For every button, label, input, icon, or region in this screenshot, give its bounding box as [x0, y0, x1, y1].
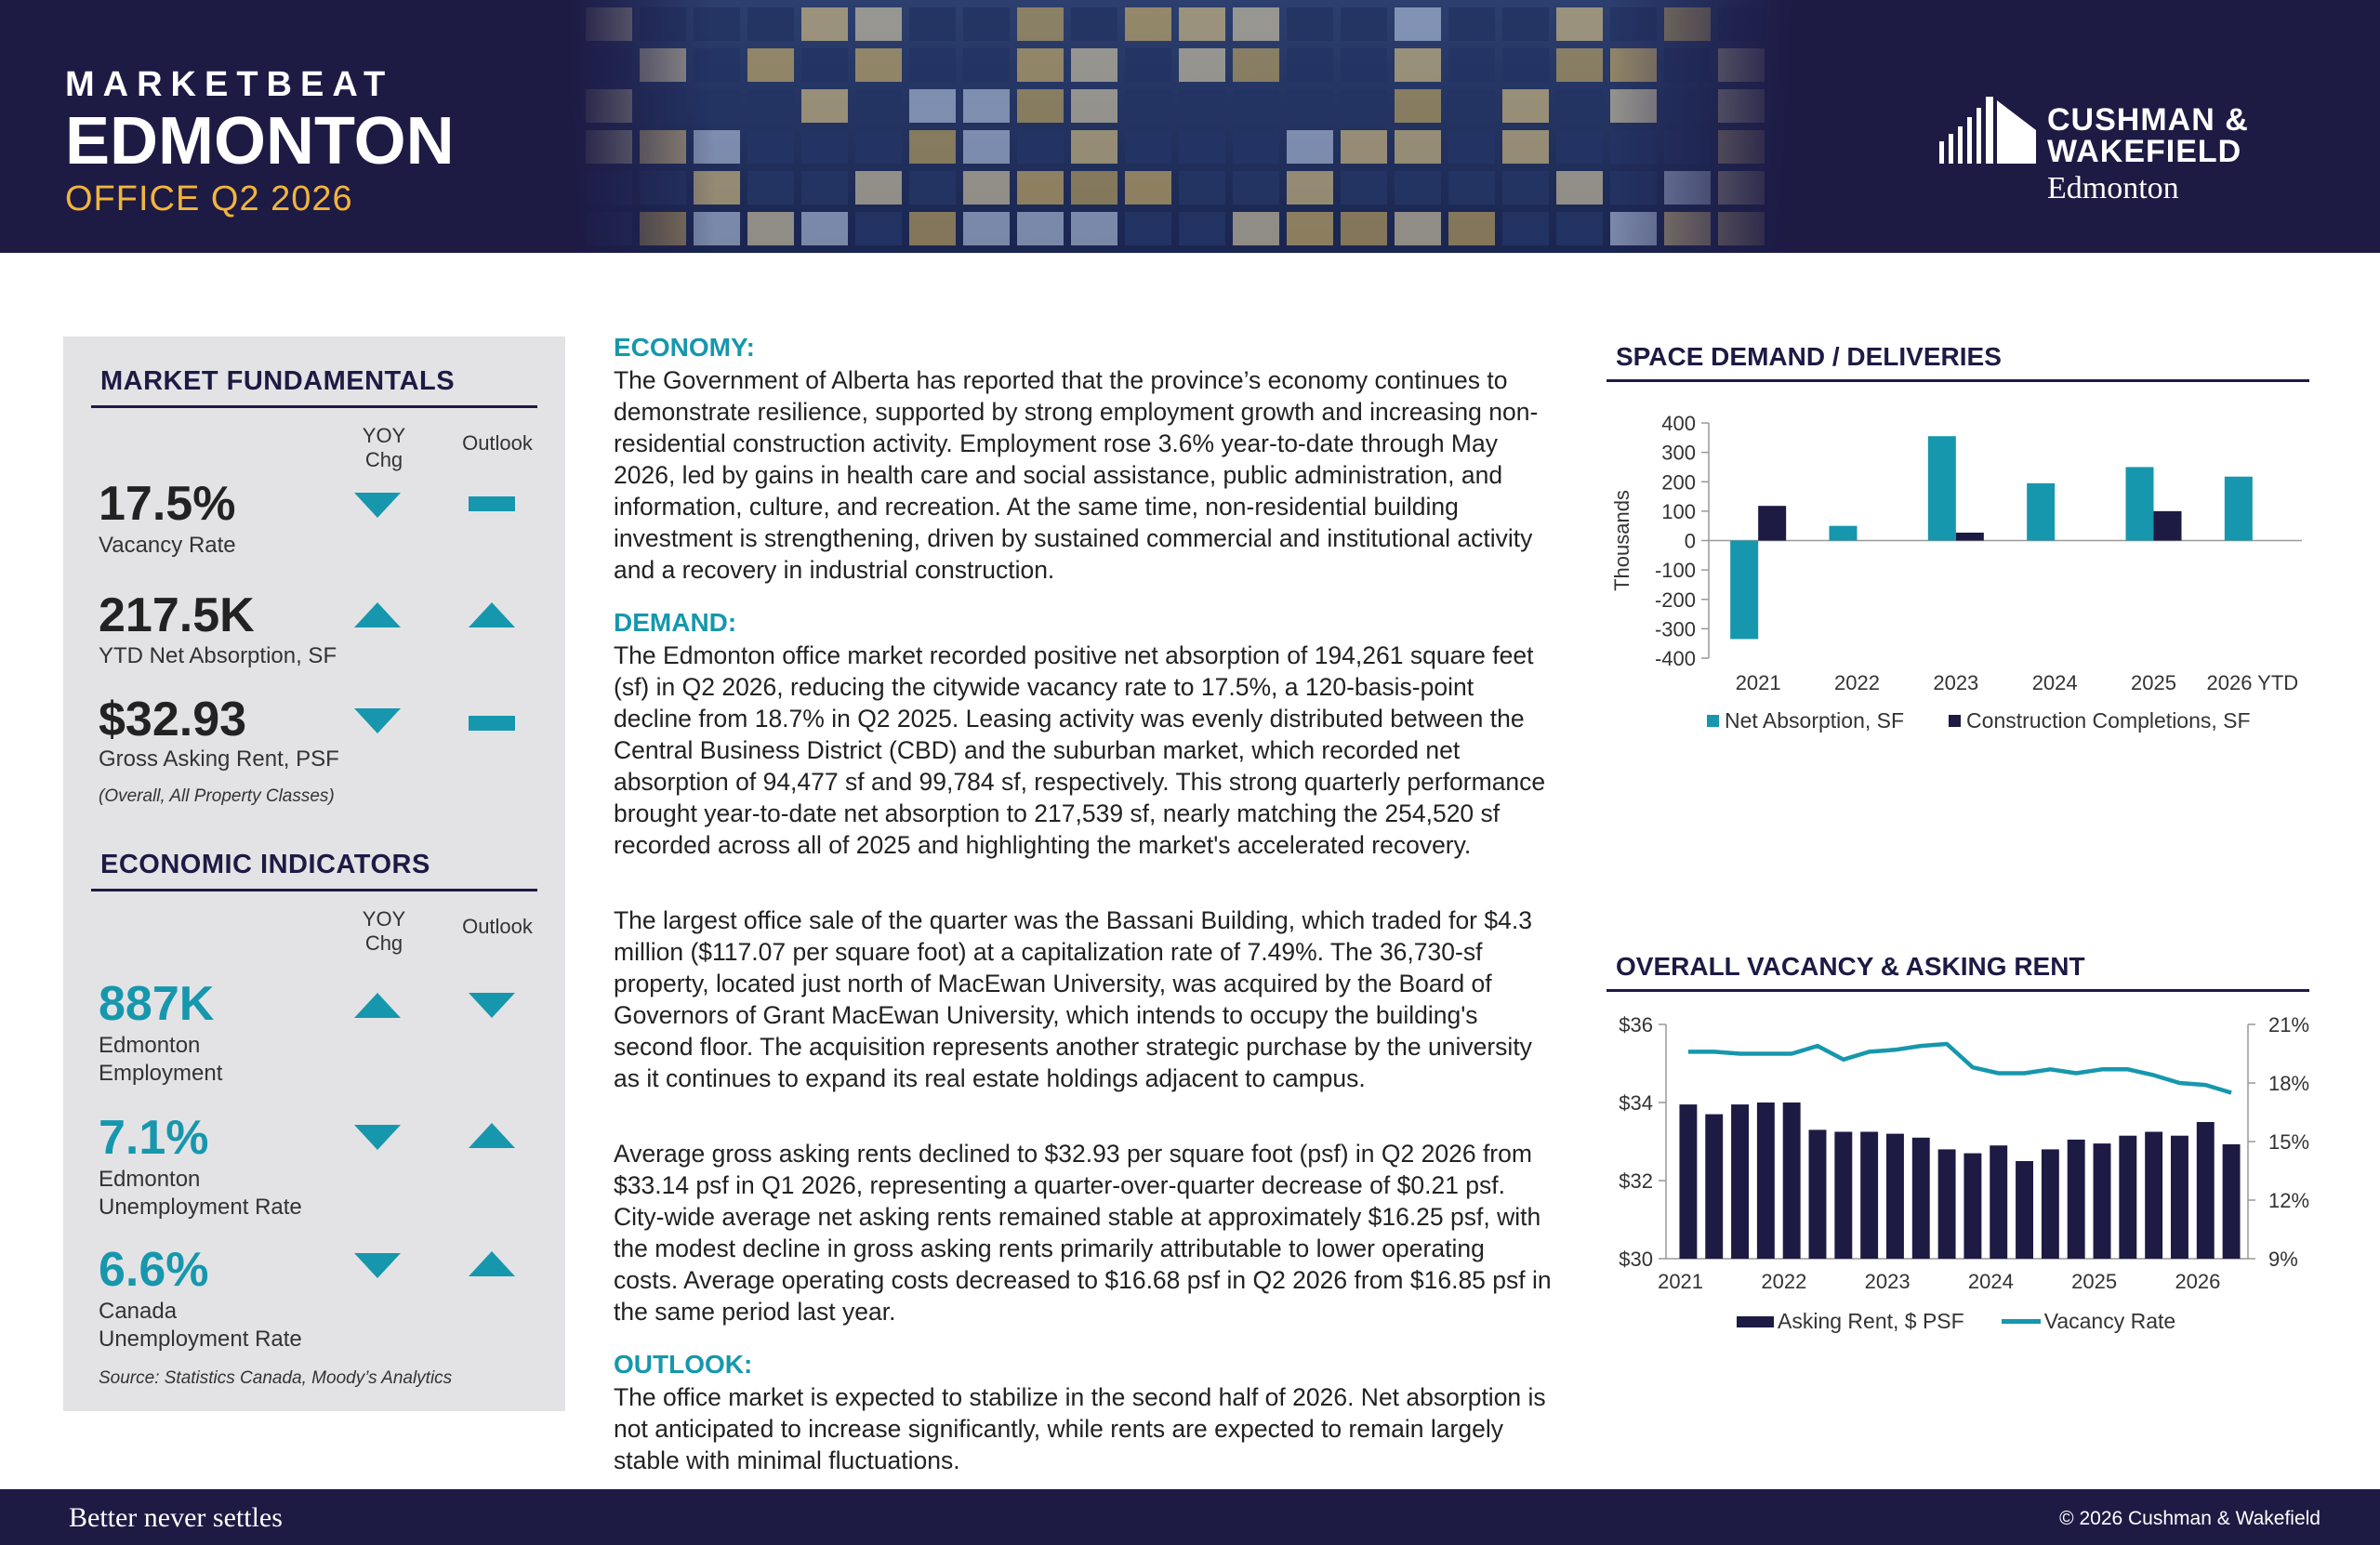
net-absorption-label: YTD Net Absorption, SF	[99, 643, 337, 668]
x-tick-label: 2022	[1834, 671, 1880, 694]
bar-net-absorption	[2126, 467, 2154, 540]
logo-location: Edmonton	[2047, 171, 2179, 205]
legend-asking-rent: Asking Rent, $ PSF	[1778, 1309, 1964, 1333]
demand-paragraph-3: Average gross asking rents declined to $32.93 per square foot (psf) in Q2 2026 from $33.14 psf in Q1 2026, representing a quarter-over-quarter decrease of $0.21 psf. City-wide average net asking rents remained stable at approximately $16.25 psf, with the modest decline in gross asking rents primarily attributable to lower operating costs. Average operating costs decreased to $16.68 psf in Q2 2026 from $16.85 psf in the same period last year.	[614, 1140, 1552, 1326]
bar-net-absorption	[2027, 483, 2055, 541]
city-title: EDMONTON	[65, 104, 455, 178]
bar-net-absorption	[1730, 541, 1758, 640]
vacancy-rate-label: Vacancy Rate	[99, 533, 236, 558]
legend-swatch	[1737, 1316, 1774, 1327]
vacancy-rent-legend	[1737, 1309, 2175, 1334]
bar-asking-rent	[2119, 1136, 2136, 1259]
bar-asking-rent	[1834, 1132, 1852, 1260]
space-demand-legend	[1707, 708, 2251, 733]
bar-asking-rent	[1757, 1103, 1775, 1259]
y-tick-label-left: $30	[1619, 1248, 1653, 1271]
space-demand-chart-title: SPACE DEMAND / DELIVERIES	[1616, 342, 2002, 371]
y-tick-label: -300	[1654, 617, 1696, 641]
economy-paragraph: The Government of Alberta has reported that the province’s economy continues to demonstrate resilience, supported by strong employment growth and increasing non-residential construction activity. Employment rose 3.6% year-to-date through May 2026, led by gains in health care and social assistance, public administration, and information, culture, and recreation. At the same time, non-residential building investment is strengthening, driven by sustained commercial and institutional activity and a recovery in industrial construction.	[614, 366, 1539, 584]
space-demand-chart	[1606, 400, 2313, 706]
legend-swatch	[2002, 1319, 2041, 1324]
col-yoy-header: YOY Chg	[362, 907, 406, 955]
x-tick-label: 2023	[1933, 671, 1979, 694]
bar-asking-rent	[2223, 1144, 2241, 1259]
y-tick-label-left: $34	[1619, 1091, 1653, 1115]
trend-up-icon	[469, 1251, 515, 1276]
footer-tagline: Better never settles	[69, 1502, 283, 1533]
bar-net-absorption	[1928, 436, 1956, 540]
property-class-note: (Overall, All Property Classes)	[99, 786, 335, 806]
x-tick-label: 2026 YTD	[2206, 671, 2299, 694]
bar-construction	[1758, 506, 1786, 540]
y-tick-label-right: 18%	[2268, 1072, 2310, 1095]
legend-construction-completions: Construction Completions, SF	[1966, 708, 2251, 733]
bar-net-absorption	[1830, 526, 1858, 541]
economy-heading: ECONOMY:	[614, 333, 755, 362]
trend-up-icon	[469, 1123, 515, 1148]
bar-asking-rent	[1886, 1134, 1904, 1259]
x-tick-label: 2025	[2071, 1270, 2118, 1293]
legend-net-absorption: Net Absorption, SF	[1725, 708, 1905, 733]
y-tick-label: 300	[1661, 441, 1696, 465]
vacancy-rent-chart-title: OVERALL VACANCY & ASKING RENT	[1616, 952, 2085, 981]
y-tick-label: 400	[1661, 412, 1696, 435]
market-fundamentals-title: MARKET FUNDAMENTALS	[100, 366, 456, 396]
bar-asking-rent	[1731, 1104, 1749, 1259]
report-brand	[65, 65, 455, 219]
trend-down-icon	[354, 493, 401, 518]
x-tick-label: 2021	[1658, 1270, 1704, 1293]
report-period: OFFICE Q2 2026	[65, 179, 353, 218]
trend-up-icon	[469, 602, 515, 627]
edmonton-unemployment-value: 7.1%	[99, 1111, 209, 1165]
outlook-paragraph: The office market is expected to stabilize in the second half of 2026. Net absorption is not anticipated to increase significantly, while rents are expected to remain largely stable with minimal fluctuations.	[614, 1383, 1546, 1474]
x-tick-label: 2025	[2131, 671, 2176, 694]
logo-bars-icon	[1939, 97, 2036, 164]
col-outlook-header: Outlook	[462, 431, 533, 455]
x-tick-label: 2022	[1761, 1270, 1807, 1293]
bar-asking-rent	[2094, 1143, 2111, 1259]
bar-asking-rent	[2197, 1122, 2215, 1259]
bar-asking-rent	[1783, 1103, 1801, 1259]
demand-heading: DEMAND:	[614, 608, 737, 637]
logo-wordmark: CUSHMAN & WAKEFIELD	[2047, 102, 2249, 169]
x-tick-label: 2026	[2175, 1270, 2221, 1293]
x-tick-label: 2021	[1735, 671, 1781, 694]
bar-asking-rent	[1912, 1138, 1930, 1259]
trend-flat-icon	[469, 716, 515, 731]
legend-swatch	[1707, 715, 1719, 727]
x-tick-label: 2024	[1967, 1270, 2014, 1293]
bar-construction	[1956, 533, 1984, 541]
demand-paragraph-2: The largest office sale of the quarter was the Bassani Building, which traded for $4.3 million ($117.07 per square foot) at a capitalization rate of 7.49%. The 36,730-sf property, located just north of MacEwan University, was acquired by the Board of Governors of Grant MacEwan University, which intends to occupy the building's second floor. The acquisition represents another strategic purchase by the university as it continues to expand its real estate holdings adjacent to campus.	[614, 906, 1532, 1092]
trend-down-icon	[354, 708, 401, 733]
legend-swatch	[1949, 715, 1961, 727]
building-photo	[567, 0, 1794, 253]
header-banner	[0, 0, 2380, 253]
y-axis-label: Thousands	[1610, 490, 1633, 591]
y-tick-label: -200	[1654, 588, 1696, 612]
series-label: MARKETBEAT	[65, 65, 394, 104]
y-tick-label-right: 15%	[2268, 1130, 2310, 1154]
net-absorption-value: 217.5K	[99, 588, 255, 642]
bar-construction	[2154, 511, 2182, 541]
col-yoy-header: YOY Chg	[362, 424, 406, 471]
asking-rent-label: Gross Asking Rent, PSF	[99, 746, 339, 772]
canada-unemployment-label: Canada Unemployment Rate	[99, 1299, 302, 1352]
bar-asking-rent	[1990, 1145, 2007, 1259]
employment-label: Edmonton Employment	[99, 1033, 223, 1086]
trend-flat-icon	[469, 496, 515, 511]
x-tick-label: 2024	[2031, 671, 2078, 694]
col-outlook-header: Outlook	[462, 915, 533, 938]
edmonton-unemployment-label: Edmonton Unemployment Rate	[99, 1167, 302, 1220]
y-tick-label-right: 9%	[2268, 1248, 2298, 1271]
source-note: Source: Statistics Canada, Moody’s Analytics	[99, 1368, 453, 1388]
bar-asking-rent	[2042, 1149, 2059, 1259]
y-tick-label: 100	[1661, 499, 1696, 523]
trend-up-icon	[354, 993, 401, 1018]
y-tick-label: 0	[1684, 529, 1696, 553]
bar-asking-rent	[1964, 1154, 1981, 1259]
canada-unemployment-value: 6.6%	[99, 1243, 209, 1297]
line-vacancy-rate	[1688, 1044, 2231, 1093]
y-tick-label-left: $36	[1619, 1013, 1653, 1037]
cushman-wakefield-logo	[1939, 93, 2274, 205]
divider	[91, 889, 537, 891]
x-tick-label: 2023	[1864, 1270, 1911, 1293]
trend-up-icon	[354, 602, 401, 627]
market-panel	[63, 337, 565, 1411]
footer-copyright: © 2026 Cushman & Wakefield	[2059, 1508, 2320, 1529]
economic-indicators-title: ECONOMIC INDICATORS	[100, 850, 430, 879]
bar-asking-rent	[2171, 1136, 2188, 1259]
trend-down-icon	[354, 1125, 401, 1150]
bar-asking-rent	[2016, 1161, 2033, 1259]
legend-vacancy-rate: Vacancy Rate	[2043, 1309, 2176, 1333]
divider	[91, 405, 537, 408]
vacancy-rent-chart	[1597, 1006, 2322, 1313]
y-tick-label-right: 12%	[2268, 1189, 2310, 1212]
trend-down-icon	[354, 1253, 401, 1278]
demand-paragraph-1: The Edmonton office market recorded positive net absorption of 194,261 square feet (sf) in Q2 2026, reducing the citywide vacancy rate to 17.5%, a 120-basis-point decline from 18.7% in Q2 2025. Leasing activity was evenly distributed between the Central Business District (CBD) and the suburban market, which recorded net absorption of 94,477 sf and 99,784 sf, respectively. This strong quarterly performance brought year-to-date net absorption to 217,539 sf, nearly matching the 254,520 sf recorded across all of 2025 and highlighting the market's accelerated recovery.	[614, 641, 1546, 859]
bar-net-absorption	[2225, 477, 2253, 541]
bar-asking-rent	[1860, 1132, 1878, 1260]
employment-value: 887K	[99, 977, 215, 1031]
bar-asking-rent	[1705, 1115, 1723, 1259]
bar-asking-rent	[2145, 1132, 2162, 1260]
y-tick-label: -100	[1654, 559, 1696, 583]
divider	[1606, 989, 2309, 992]
footer-bar	[0, 1489, 2380, 1545]
trend-down-icon	[469, 993, 515, 1018]
bar-asking-rent	[1679, 1104, 1697, 1259]
bar-asking-rent	[1938, 1149, 1956, 1259]
divider	[1606, 379, 2309, 382]
y-tick-label-right: 21%	[2268, 1013, 2310, 1037]
vacancy-rate-value: 17.5%	[99, 477, 236, 531]
outlook-heading: OUTLOOK:	[614, 1350, 753, 1379]
y-tick-label-left: $32	[1619, 1169, 1653, 1193]
y-tick-label: 200	[1661, 470, 1696, 495]
asking-rent-value: $32.93	[99, 693, 247, 746]
bar-asking-rent	[1809, 1129, 1827, 1259]
bar-asking-rent	[2068, 1140, 2085, 1259]
y-tick-label: -400	[1654, 647, 1696, 670]
